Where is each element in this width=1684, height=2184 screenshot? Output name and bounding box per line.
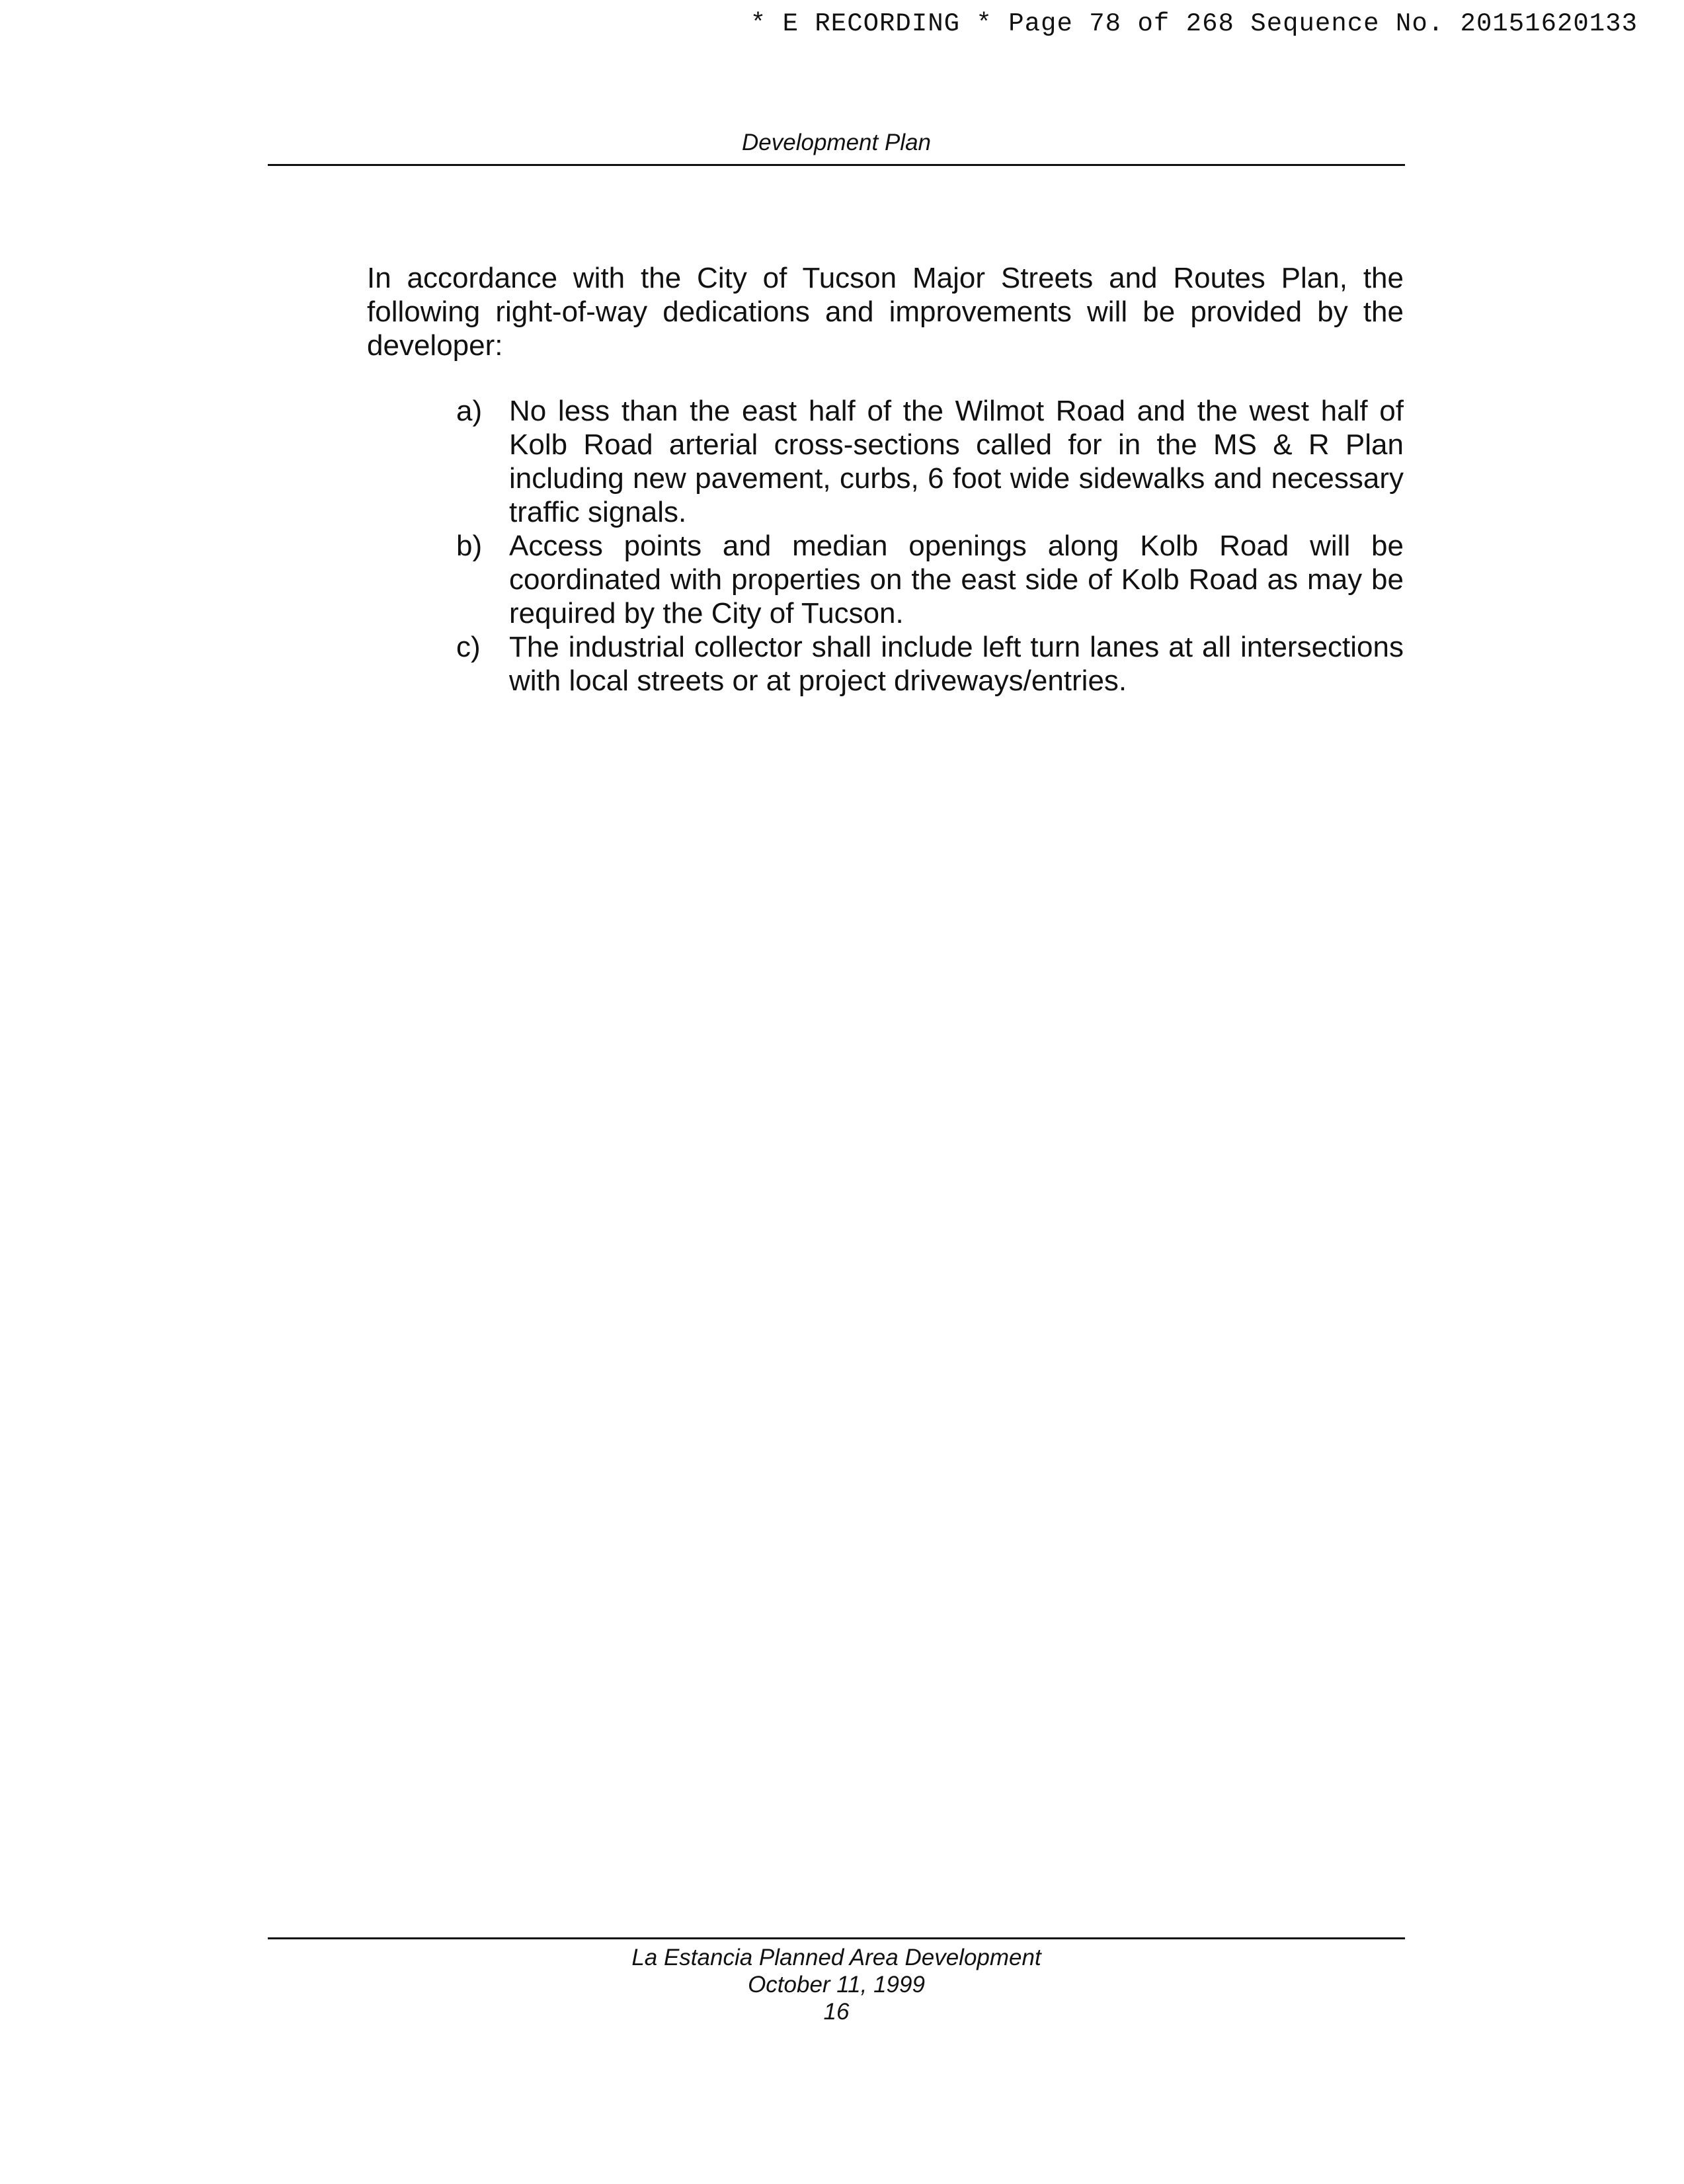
dedication-list: [367, 394, 1404, 698]
list-item: [456, 394, 1404, 529]
running-header: Development Plan: [742, 130, 931, 155]
footer-rule: [268, 1937, 1405, 1939]
list-item-text: The industrial collector shall include left turn lanes at all intersections with local streets or at project driveways/entries.: [509, 631, 1404, 697]
intro-paragraph: In accordance with the City of Tucson Major Streets and Routes Plan, the following right-of-way dedications and improvements will be provided by the developer:: [367, 262, 1404, 362]
list-item-text: No less than the east half of the Wilmot Road and the west half of Kolb Road arterial cross-sections called for in the MS & R Plan including new pavement, curbs, 6 foot wide sidewalks and necessary traffic signals.: [509, 395, 1404, 528]
header-rule: [268, 164, 1405, 166]
list-item: [456, 630, 1404, 698]
list-item-text: Access points and median openings along Kolb Road will be coordinated with properties on the east side of Kolb Road as may be required by the City of Tucson.: [509, 530, 1404, 629]
page-footer: [268, 1944, 1405, 2025]
footer-date: October 11, 1999: [748, 1972, 925, 1998]
page-body: [367, 261, 1404, 698]
list-item: [456, 529, 1404, 630]
footer-document-title: La Estancia Planned Area Development: [631, 1945, 1041, 1970]
list-marker: a): [456, 395, 483, 427]
recording-stamp: * E RECORDING * Page 78 of 268 Sequence No. 20151620133: [750, 9, 1638, 38]
list-marker: c): [456, 631, 481, 663]
list-marker: b): [456, 530, 483, 562]
footer-page-number: 16: [823, 1999, 850, 2025]
